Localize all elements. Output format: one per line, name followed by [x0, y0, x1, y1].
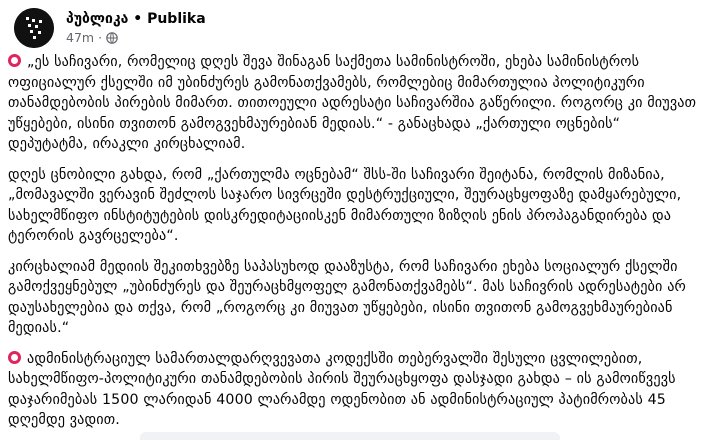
post-header: [14, 6, 206, 50]
post-subline: [66, 30, 206, 46]
post-meta: [66, 10, 206, 46]
publika-logo-icon: [14, 8, 54, 48]
page-name[interactable]: პუბლიკა • Publika: [66, 11, 206, 27]
separator-dot: ·: [98, 30, 103, 45]
paragraph-text: „ეს საჩივარი, რომელიც დღეს შევა შინაგან საქმეთა სამინისტროში, ეხება სამინისტროს ოფიციალურ ქსელში იმ უბინძურეს გამონათქვამებს, რომლებიც მიმართულია პოლიტიკური თანამდებობის პირების მიმართ. თითოეული ადრესატი საჩივარშია გაწერილი. როგორც კი მიუვათ უწყებები, ისინი თვითონ გამოგვეხმაურებიან მედიას.“ - განაცხადა „ქართული ოცნების“ დეპუტატმა, ირაკლი კირცხალიამ.: [8, 54, 697, 152]
globe-icon[interactable]: [106, 32, 118, 44]
post-timestamp[interactable]: 47m: [66, 30, 95, 45]
post-paragraph-3: [8, 257, 698, 339]
post-paragraph-1: [8, 52, 698, 155]
red-circle-icon: [8, 54, 21, 67]
post-paragraph-4: [8, 349, 698, 431]
paragraph-text: კირცხალიამ მედიის შეკითხვებზე საპასუხოდ დააზუსტა, რომ საჩივარი ეხება სოციალურ ქსელში გამოქვეყნებულ „უბინძურეს და შეურაცხმყოფელ გამონათქვამებს“. მას საჩივრის ადრესატები არ დაუსახელებია და თქვა, რომ „როგორც კი მიუვათ უწყებები, ისინი თვითონ გამოგვეხმაურებიან მედიას.“: [8, 258, 687, 336]
next-card-edge: [140, 432, 560, 440]
post-paragraph-2: [8, 165, 698, 247]
page-avatar[interactable]: [14, 8, 54, 48]
post-text: [8, 52, 698, 441]
red-circle-icon: [8, 351, 21, 364]
paragraph-text: დღეს ცნობილი გახდა, რომ „ქართულმა ოცნებამ“ შსს-ში საჩივარი შეიტანა, რომლის მიზანია, „მომავალში ვერავინ შეძლოს საჯარო სივრცეში დესტრუქციული, შეურაცხყოფაზე დამყარებული, სახელმწიფო ინსტიტუტების დისკრედიტაციისკენ მიმართული ზიზღის ენის პროპაგანდირება და ტერორის გავრცელება“.: [8, 166, 682, 244]
paragraph-text: ადმინისტრაციულ სამართალდარღვევათა კოდექსში თებერვალში შესული ცვლილებით, სახელმწიფო-პოლიტიკური თანამდებობის პირის შეურაცხყოფა დასჯადი გახდა – ის გამოიწვევს დაჯარიმებას 1500 ლარიდან 4000 ლარამდე ოდენობით ან ადმინისტრაციულ პატიმრობას 45 დღემდე ვადით.: [8, 350, 676, 428]
